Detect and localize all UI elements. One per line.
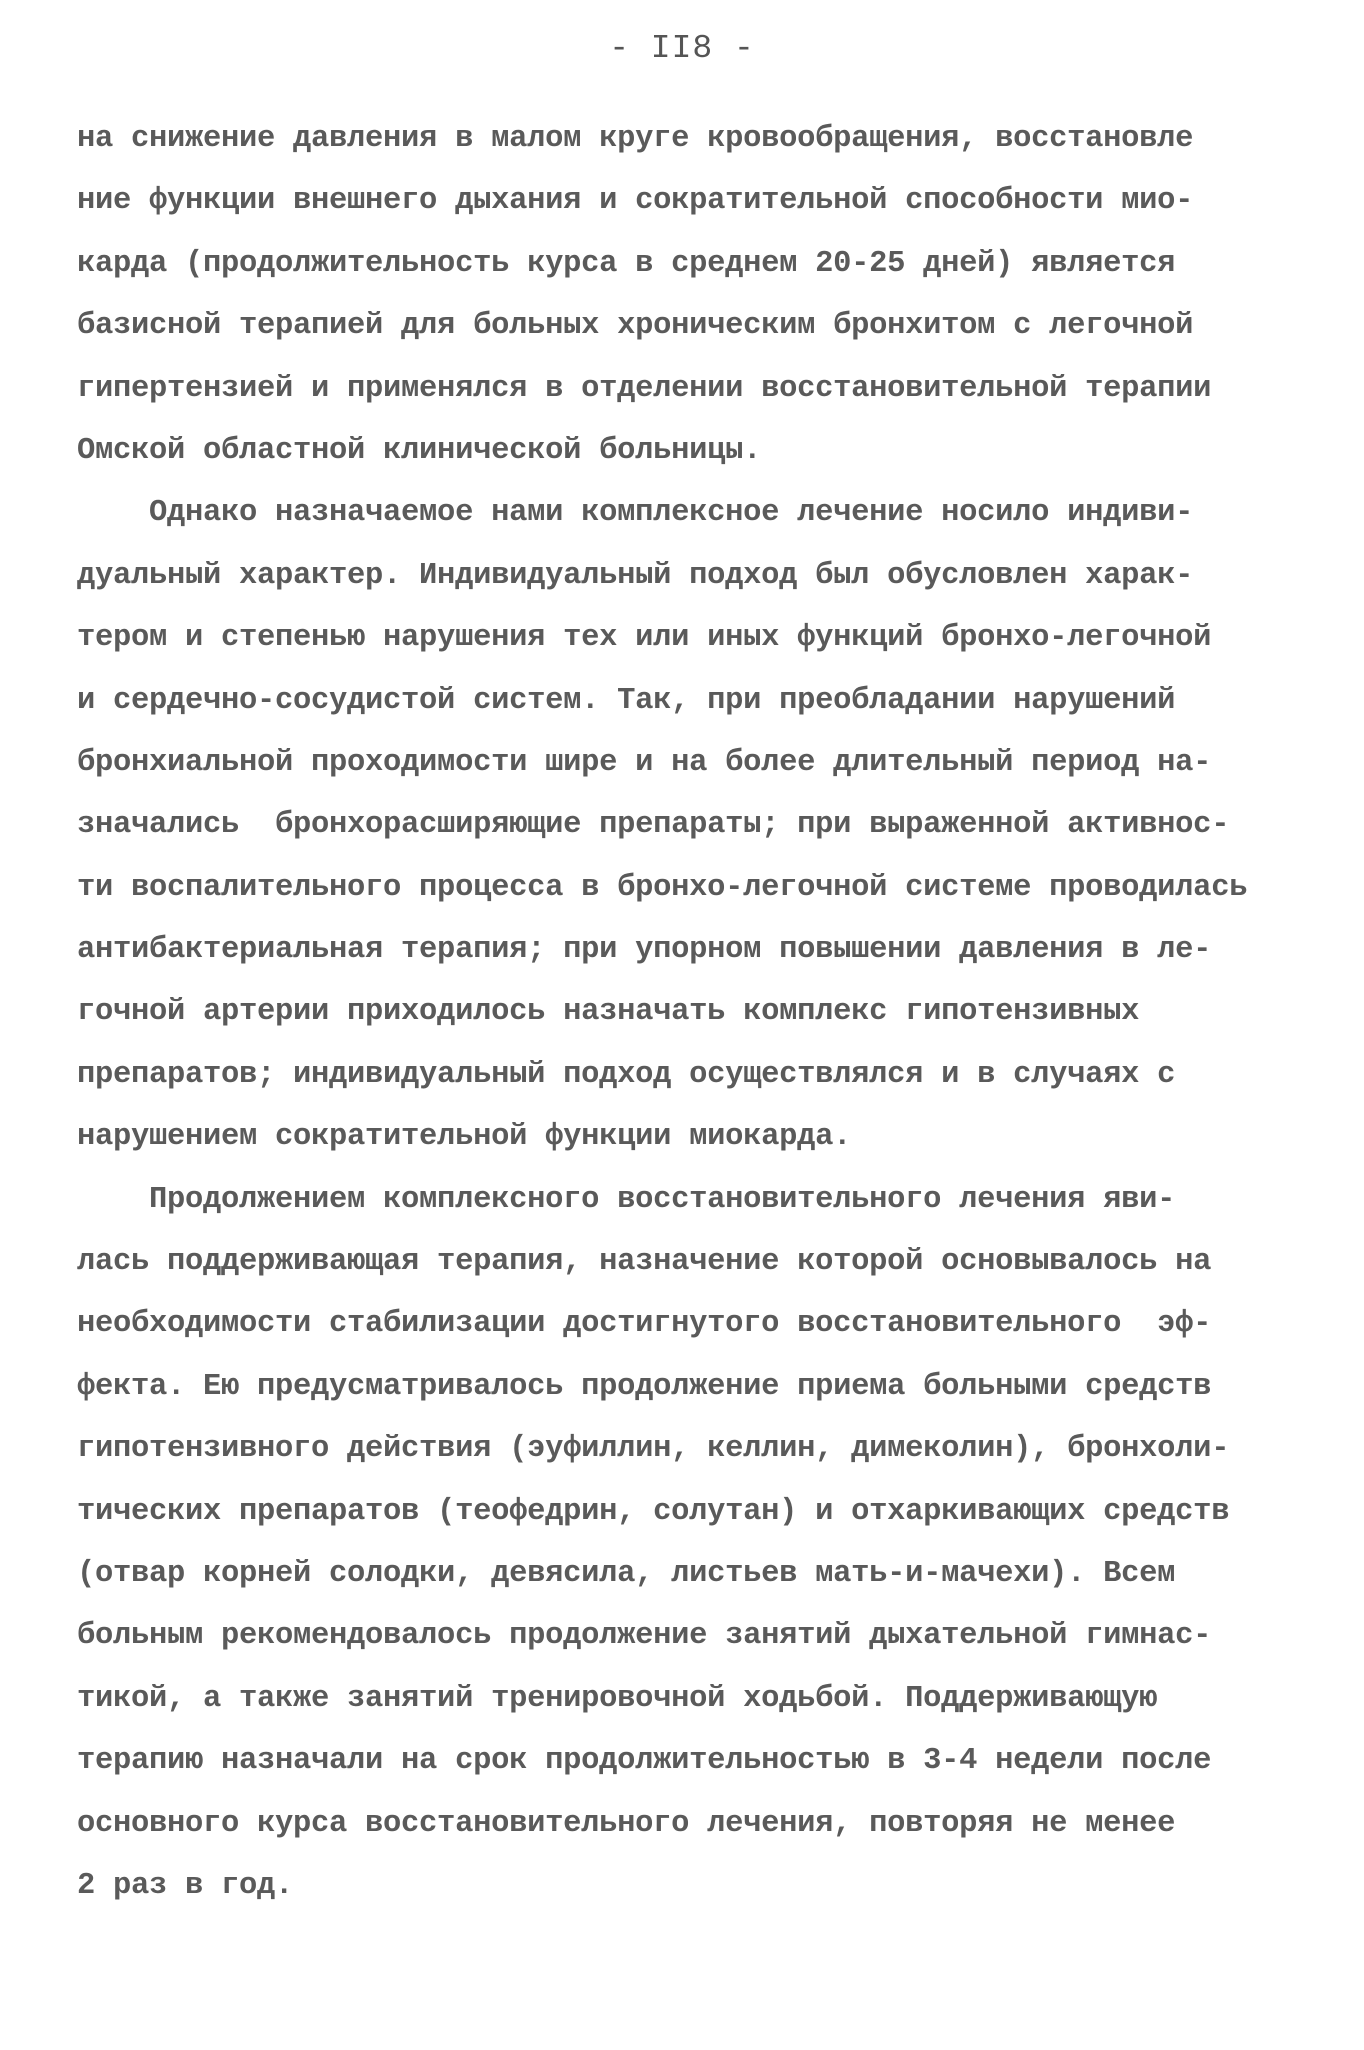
text-line: нарушением сократительной функции миокарда. <box>77 1120 852 1155</box>
text-line: (отвар корней солодки, девясила, листьев мать-и-мачехи). Всем <box>77 1556 1176 1591</box>
text-line: карда (продолжительность курса в среднем 20-25 дней) является <box>77 246 1176 281</box>
text-line: бронхиальной проходимости шире и на более длительный период на- <box>77 745 1212 780</box>
text-line: значались бронхорасширяющие препараты; при выраженной активнос- <box>77 808 1230 843</box>
text-line: базисной терапией для больных хроническим бронхитом с легочной <box>77 309 1194 344</box>
text-line: тических препаратов (теофедрин, солутан) и отхаркивающих средств <box>77 1494 1230 1529</box>
text-line: Однако назначаемое нами комплексное лечение носило индиви- <box>77 496 1194 531</box>
text-line: гипотензивного действия (эуфиллин, келлин, димеколин), бронхоли- <box>77 1432 1230 1467</box>
text-line: ние функции внешнего дыхания и сократительной способности мио- <box>77 184 1194 219</box>
text-line: тером и степенью нарушения тех или иных функций бронхо-легочной <box>77 621 1212 656</box>
text-line: гочной артерии приходилось назначать комплекс гипотензивных <box>77 995 1140 1030</box>
text-line: на снижение давления в малом круге кровообращения, восстановле <box>77 122 1194 156</box>
text-line: основного курса восстановительного лечения, повторяя не менее <box>77 1806 1176 1841</box>
text-line: Омской областной клинической больницы. <box>77 433 762 468</box>
text-line: необходимости стабилизации достигнутого восстановительного эф- <box>77 1307 1212 1342</box>
text-line: терапию назначали на срок продолжительностью в 3-4 недели после <box>77 1744 1212 1779</box>
text-line: антибактериальная терапия; при упорном повышении давления в ле- <box>77 933 1212 968</box>
text-line: больным рекомендовалось продолжение занятий дыхательной гимнас- <box>77 1619 1212 1654</box>
text-line: Продолжением комплексного восстановительного лечения яви- <box>77 1182 1176 1217</box>
body-text <box>77 108 1337 1917</box>
text-line: дуальный характер. Индивидуальный подход был обусловлен харак- <box>77 558 1194 593</box>
text-line: фекта. Ею предусматривалось продолжение приема больными средств <box>77 1369 1212 1404</box>
text-line: гипертензией и применялся в отделении восстановительной терапии <box>77 371 1212 406</box>
text-line: 2 раз в год. <box>77 1868 294 1903</box>
text-line: препаратов; индивидуальный подход осуществлялся и в случаях с <box>77 1057 1176 1092</box>
page-number: - II8 - <box>609 30 755 67</box>
text-line: ти воспалительного процесса в бронхо-легочной системе проводилась <box>77 870 1248 905</box>
text-line: тикой, а также занятий тренировочной ходьбой. Поддерживающую <box>77 1681 1158 1716</box>
text-line: лась поддерживающая терапия, назначение которой основывалось на <box>77 1245 1212 1280</box>
text-line: и сердечно-сосудистой систем. Так, при преобладании нарушений <box>77 683 1176 718</box>
